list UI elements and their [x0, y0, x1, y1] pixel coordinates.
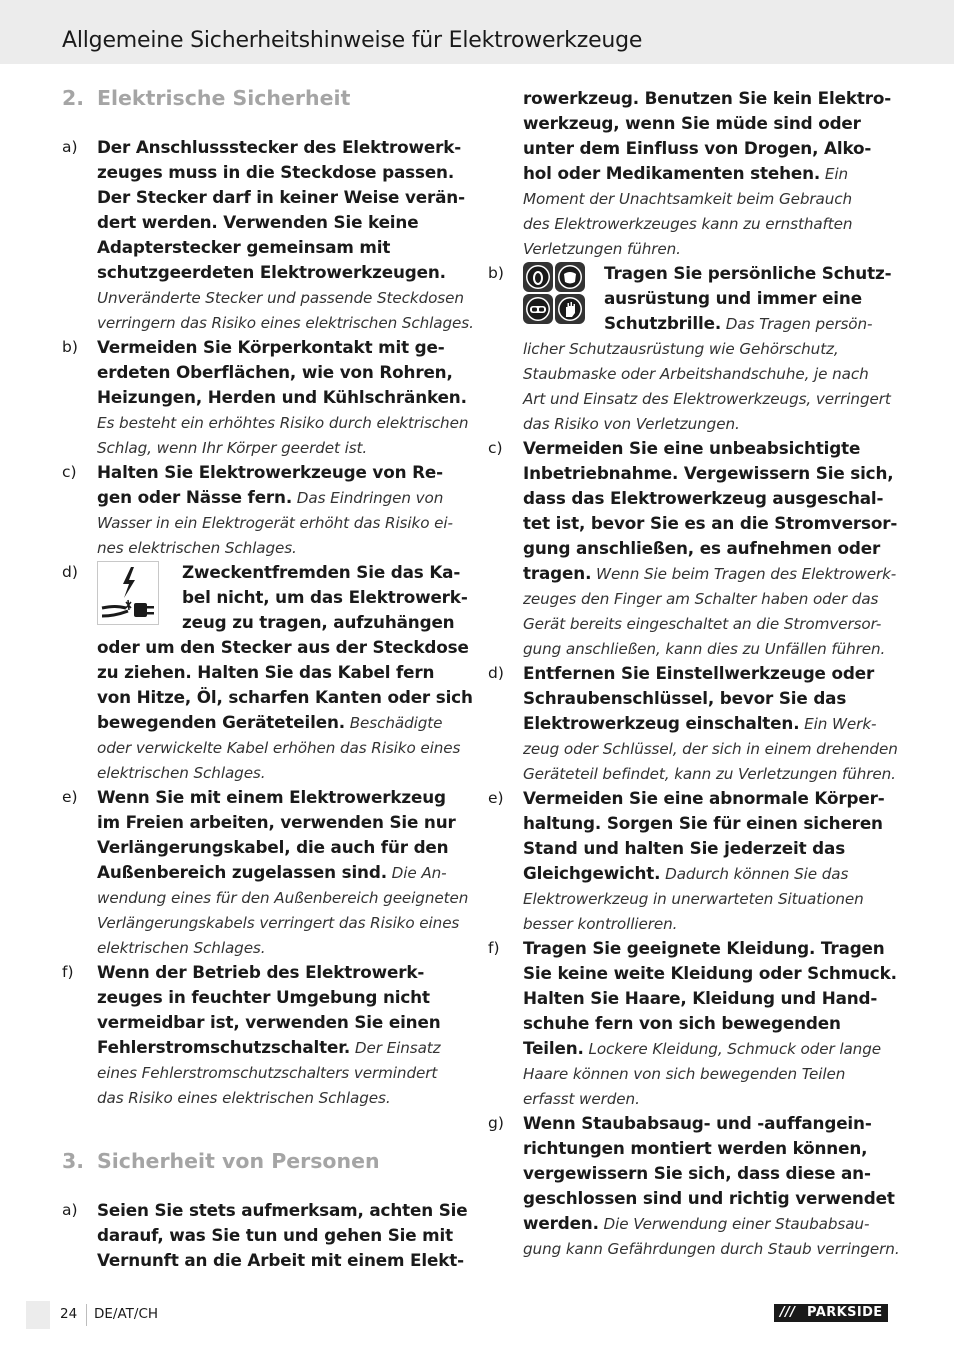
italic-explanation-text: Art und Einsatz des Elektrowerkzeugs, verringert [523, 390, 891, 408]
text-line [97, 735, 463, 760]
text-line [523, 236, 889, 261]
text-line [523, 411, 889, 436]
bold-instruction-text: gen oder Nässe fern. [97, 487, 293, 507]
italic-explanation-text: wendung eines für den Außenbereich geeigneten [97, 889, 469, 907]
text-line [97, 1223, 463, 1248]
text-line [97, 810, 463, 835]
text-line [523, 1211, 889, 1236]
text-line [523, 386, 889, 411]
logo-text: PARKSIDE [807, 1305, 883, 1320]
text-line [97, 435, 463, 460]
list-item-letter: b) [62, 338, 78, 356]
pictogram-block [523, 261, 892, 336]
text-line [97, 460, 462, 485]
text-line [97, 910, 463, 935]
text-line [97, 385, 467, 410]
text-line [97, 1060, 462, 1085]
bold-instruction-text: vergewissern Sie sich, dass diese an- [523, 1163, 871, 1183]
bold-instruction-text: bewegenden Geräteteilen. [97, 712, 345, 732]
italic-explanation-text: Ein Werk- [799, 715, 877, 733]
text-line [97, 410, 469, 435]
text-line [523, 1111, 889, 1136]
italic-explanation-text: oder verwickelte Kabel erhöhen das Risiko eines [97, 739, 461, 757]
cable-electric-shock-icon [97, 561, 159, 625]
bold-instruction-text: Heizungen, Herden und Kühlschränken. [97, 387, 467, 407]
bold-instruction-text: oder um den Stecker aus der Steckdose [97, 637, 469, 657]
text-line [523, 936, 889, 961]
italic-explanation-text: erfasst werden. [523, 1090, 640, 1108]
footer-marker [26, 1301, 50, 1329]
italic-explanation-text: Haare können von sich bewegenden Teilen [523, 1065, 846, 1083]
list-item-body [523, 661, 898, 786]
italic-explanation-text: Elektrowerkzeug in unerwarteten Situationen [523, 890, 864, 908]
list-item-letter: d) [488, 664, 504, 682]
list-item-letter: f) [488, 939, 500, 957]
list-item-body [97, 785, 469, 960]
text-line [97, 260, 463, 285]
list-item-letter: d) [62, 563, 78, 581]
bold-instruction-text: Elektrowerkzeug einschalten. [523, 713, 800, 733]
italic-explanation-text: Beschädigte [344, 714, 443, 732]
italic-explanation-text: das Risiko eines elektrischen Schlages. [97, 1089, 391, 1107]
bold-instruction-text: dert werden. Verwenden Sie keine [97, 212, 419, 232]
list-item [62, 460, 462, 560]
italic-explanation-text: Ein [820, 165, 849, 183]
list-item-body [523, 261, 892, 436]
text-line [523, 1186, 895, 1211]
bold-instruction-text: Schraubenschlüssel, bevor Sie das [523, 688, 847, 708]
italic-explanation-text: Moment der Unachtsamkeit beim Gebrauch [523, 190, 853, 208]
italic-explanation-text: Geräteteil befindet, kann zu Verletzungen führen. [523, 765, 896, 783]
bold-instruction-text: unter dem Einfluss von Drogen, Alko- [523, 138, 872, 158]
bold-instruction-text: Tragen Sie persönliche Schutz- [604, 263, 892, 283]
text-line [97, 1035, 462, 1060]
text-line [523, 1011, 889, 1036]
text-line [523, 811, 888, 836]
bold-instruction-text: geschlossen sind und richtig verwendet [523, 1188, 895, 1208]
bold-instruction-text: darauf, was Sie tun und gehen Sie mit [97, 1225, 453, 1245]
italic-explanation-text: licher Schutzausrüstung wie Gehörschutz, [523, 340, 839, 358]
text-line [523, 736, 898, 761]
text-line [97, 1085, 462, 1110]
ear-protection-icon [523, 262, 553, 292]
text-line [523, 511, 898, 536]
bold-instruction-text: Der Anschlussstecker des Elektrowerk- [97, 137, 462, 157]
text-line [182, 560, 468, 585]
bold-instruction-text: Wenn Sie mit einem Elektrowerkzeug [97, 787, 446, 807]
text-line [604, 261, 891, 286]
list-item-letter: a) [62, 138, 78, 156]
list-item [62, 785, 469, 960]
list-item-body [97, 1198, 468, 1273]
text-line [182, 610, 468, 635]
italic-explanation-text: Gerät bereits eingeschaltet an die Stromversor- [523, 615, 882, 633]
text-line [523, 986, 889, 1011]
text-line [97, 485, 462, 510]
text-line [523, 886, 888, 911]
bold-instruction-text: schutzgeerdeten Elektrowerkzeugen. [97, 262, 446, 282]
bold-instruction-text: Halten Sie Haare, Kleidung und Hand- [523, 988, 878, 1008]
text-line [97, 785, 463, 810]
text-line [97, 335, 463, 360]
pictogram-text [182, 560, 468, 635]
list-item [62, 1198, 468, 1273]
text-line [97, 310, 474, 335]
text-line [97, 210, 463, 235]
list-item-body [523, 436, 898, 661]
italic-explanation-text: Der Einsatz [350, 1039, 441, 1057]
italic-explanation-text: Unveränderte Stecker und passende Steckdosen [97, 289, 464, 307]
list-item-letter: b) [488, 264, 504, 282]
italic-explanation-text: Verletzungen führen. [523, 240, 681, 258]
right-column-items [488, 261, 900, 1261]
pictogram-block [97, 560, 468, 635]
text-line [97, 185, 463, 210]
bold-instruction-text: ausrüstung und immer eine [604, 288, 862, 308]
left-column [62, 80, 474, 1273]
bold-instruction-text: Stand und halten Sie jederzeit das [523, 838, 846, 858]
text-line [523, 486, 889, 511]
bold-instruction-text: tragen. [523, 563, 592, 583]
list-item-body [97, 460, 462, 560]
bold-instruction-text: Der Stecker darf in keiner Weise verän- [97, 187, 465, 207]
bold-instruction-text: Vermeiden Sie eine abnormale Körper- [523, 788, 885, 808]
parkside-logo [774, 1304, 888, 1322]
text-line [523, 561, 897, 586]
italic-explanation-text: zeug oder Schlüssel, der sich in einem drehenden [523, 740, 898, 758]
italic-explanation-text: Schlag, wenn Ihr Körper geerdet ist. [97, 439, 368, 457]
list-item [62, 960, 462, 1110]
bold-instruction-text: Tragen Sie geeignete Kleidung. Tragen [523, 938, 885, 958]
page-number: 24 [60, 1306, 78, 1322]
italic-explanation-text: Lockere Kleidung, Schmuck oder lange [583, 1040, 881, 1058]
list-item [488, 1111, 900, 1261]
section-3-items [62, 1198, 468, 1273]
bold-instruction-text: Zweckentfremden Sie das Ka- [182, 562, 461, 582]
text-line [523, 836, 888, 861]
list-item-letter: e) [488, 789, 504, 807]
bold-instruction-text: dass das Elektrowerkzeug ausgeschal- [523, 488, 884, 508]
ppe-icons [523, 262, 585, 324]
list-item-letter: c) [62, 463, 77, 481]
bold-instruction-text: Schutzbrille. [604, 313, 722, 333]
bold-instruction-text: werkzeug, wenn Sie müde sind oder [523, 113, 861, 133]
bold-instruction-text: Seien Sie stets aufmerksam, achten Sie [97, 1200, 468, 1220]
text-line [182, 585, 468, 610]
bold-instruction-text: Adapterstecker gemeinsam mit [97, 237, 391, 257]
bold-instruction-text: im Freien arbeiten, verwenden Sie nur [97, 812, 456, 832]
text-line [523, 861, 888, 886]
italic-explanation-text: Wasser in ein Elektrogerät erhöht das Risiko ei- [97, 514, 453, 532]
text-line [97, 1248, 463, 1273]
text-line [97, 1198, 468, 1223]
page-title: Allgemeine Sicherheitshinweise für Elektrowerkzeuge [62, 28, 643, 53]
italic-explanation-text: des Elektrowerkzeuges kann zu ernsthaften [523, 215, 853, 233]
safety-goggles-icon [523, 294, 553, 324]
text-line [523, 461, 894, 486]
text-line [604, 286, 891, 311]
continued-item-body [523, 86, 892, 261]
bold-instruction-text: Halten Sie Elektrowerkzeuge von Re- [97, 462, 443, 482]
section-2-title: Elektrische Sicherheit [97, 86, 351, 110]
text-line [523, 1136, 889, 1161]
section-2-number: 2. [62, 86, 85, 110]
text-line [97, 985, 462, 1010]
bold-instruction-text: Teilen. [523, 1038, 584, 1058]
bold-instruction-text: Wenn Staubabsaug- und -auffangein- [523, 1113, 872, 1133]
italic-explanation-text: verringern das Risiko eines elektrischen Schlages. [97, 314, 474, 332]
text-line [523, 1086, 889, 1111]
text-line [523, 586, 889, 611]
text-line [97, 760, 463, 785]
bold-instruction-text: gung anschließen, es aufnehmen oder [523, 538, 881, 558]
text-line [523, 1236, 900, 1261]
list-item-body [97, 560, 473, 785]
list-item-body [97, 135, 474, 335]
italic-explanation-text: das Risiko von Verletzungen. [523, 415, 740, 433]
list-item-body [523, 786, 888, 936]
text-line [97, 685, 473, 710]
italic-explanation-text: Verlängerungskabels verringert das Risiko eines [97, 914, 460, 932]
dust-mask-icon [555, 262, 585, 292]
language-code: DE/AT/CH [94, 1306, 159, 1322]
list-item [488, 786, 888, 936]
text-line [97, 660, 463, 685]
footer-divider [86, 1304, 87, 1326]
italic-explanation-text: besser kontrollieren. [523, 915, 678, 933]
section-3-number: 3. [62, 1149, 85, 1173]
text-line [523, 536, 889, 561]
list-item [488, 661, 898, 786]
bold-instruction-text: Gleichgewicht. [523, 863, 661, 883]
text-line [97, 860, 463, 885]
italic-explanation-text: elektrischen Schlages. [97, 939, 266, 957]
list-item-letter: f) [62, 963, 74, 981]
list-item-body [97, 335, 469, 460]
list-item-body [523, 1111, 900, 1261]
text-line [97, 235, 463, 260]
list-item [62, 560, 473, 785]
section-3-title: Sicherheit von Personen [97, 1149, 380, 1173]
bold-instruction-text: tet ist, bevor Sie es an die Stromversor- [523, 513, 898, 533]
bold-instruction-text: bel nicht, um das Elektrowerk- [182, 587, 468, 607]
bold-instruction-text: erdeten Oberflächen, wie von Rohren, [97, 362, 453, 382]
text-line [523, 86, 892, 111]
list-item-body [97, 960, 462, 1110]
bold-instruction-text: zu ziehen. Halten Sie das Kabel fern [97, 662, 435, 682]
italic-explanation-text: Das Tragen persön- [721, 315, 873, 333]
text-line [97, 935, 463, 960]
bold-instruction-text: zeuges muss in die Steckdose passen. [97, 162, 455, 182]
bold-instruction-text: Außenbereich zugelassen sind. [97, 862, 387, 882]
list-item-body [523, 936, 897, 1111]
italic-explanation-text: Wenn Sie beim Tragen des Elektrowerk- [591, 565, 897, 583]
text-line [523, 661, 889, 686]
text-line [523, 361, 889, 386]
list-item [62, 135, 474, 335]
page-header [0, 0, 954, 64]
italic-explanation-text: Die An- [386, 864, 447, 882]
list-item [488, 936, 897, 1111]
text-line [97, 710, 463, 735]
list-item-letter: e) [62, 788, 78, 806]
text-line [523, 136, 889, 161]
italic-explanation-text: eines Fehlerstromschutzschalters vermindert [97, 1064, 438, 1082]
bold-instruction-text: schuhe fern von sich bewegenden [523, 1013, 841, 1033]
text-line [523, 436, 889, 461]
list-item-letter: g) [488, 1114, 504, 1132]
section-3-heading [62, 1143, 462, 1179]
bold-instruction-text: Wenn der Betrieb des Elektrowerk- [97, 962, 425, 982]
text-line [523, 961, 897, 986]
text-line [97, 635, 469, 660]
bold-instruction-text: rowerkzeug. Benutzen Sie kein Elektro- [523, 88, 892, 108]
bold-instruction-text: zeuges in feuchter Umgebung nicht [97, 987, 430, 1007]
bold-instruction-text: Vermeiden Sie eine unbeabsichtigte [523, 438, 861, 458]
text-line [523, 1036, 889, 1061]
right-column [488, 86, 900, 1261]
italic-explanation-text: nes elektrischen Schlages. [97, 539, 297, 557]
italic-explanation-text: Es besteht ein erhöhtes Risiko durch elektrischen [97, 414, 469, 432]
bold-instruction-text: vermeidbar ist, verwenden Sie einen [97, 1012, 441, 1032]
section-2-heading [62, 80, 462, 116]
text-line [523, 186, 889, 211]
text-line [97, 285, 463, 310]
text-line [604, 311, 891, 336]
continued-item [488, 86, 892, 261]
bold-instruction-text: zeug zu tragen, aufzuhängen [182, 612, 455, 632]
text-line [97, 1010, 462, 1035]
list-item [62, 335, 469, 460]
list-item-letter: c) [488, 439, 503, 457]
pictogram-text [604, 261, 891, 336]
section-2-items [62, 135, 474, 1110]
text-line [97, 960, 462, 985]
list-item [488, 436, 898, 661]
text-line [523, 211, 889, 236]
text-line [523, 336, 889, 361]
bold-instruction-text: von Hitze, Öl, scharfen Kanten oder sich [97, 687, 473, 707]
text-line [97, 535, 462, 560]
text-line [97, 135, 463, 160]
text-line [523, 786, 888, 811]
text-line [523, 686, 889, 711]
list-item [488, 261, 892, 436]
text-line [523, 1161, 889, 1186]
text-line [523, 611, 889, 636]
bold-instruction-text: Fehlerstromschutzschalter. [97, 1037, 351, 1057]
text-line [523, 161, 889, 186]
italic-explanation-text: gung kann Gefährdungen durch Staub verringern. [523, 1240, 900, 1258]
bold-instruction-text: Sie keine weite Kleidung oder Schmuck. [523, 963, 897, 983]
bold-instruction-text: werden. [523, 1213, 599, 1233]
bold-instruction-text: Inbetriebnahme. Vergewissern Sie sich, [523, 463, 894, 483]
logo-slashes: /// [780, 1305, 796, 1320]
bold-instruction-text: haltung. Sorgen Sie für einen sicheren [523, 813, 883, 833]
italic-explanation-text: zeuges den Finger am Schalter haben oder das [523, 590, 879, 608]
text-line [523, 636, 889, 661]
bold-instruction-text: Vermeiden Sie Körperkontakt mit ge- [97, 337, 445, 357]
bold-instruction-text: Entfernen Sie Einstellwerkzeuge oder [523, 663, 875, 683]
italic-explanation-text: gung anschließen, kann dies zu Unfällen führen. [523, 640, 886, 658]
text-line [97, 835, 463, 860]
text-line [523, 1061, 889, 1086]
text-line [97, 360, 463, 385]
text-line [97, 885, 469, 910]
text-line [523, 761, 896, 786]
italic-explanation-text: Die Verwendung einer Staubabsau- [598, 1215, 870, 1233]
text-line [97, 510, 462, 535]
bold-instruction-text: hol oder Medikamenten stehen. [523, 163, 821, 183]
list-item-letter: a) [62, 1201, 78, 1219]
italic-explanation-text: Staubmaske oder Arbeitshandschuhe, je nach [523, 365, 869, 383]
italic-explanation-text: Das Eindringen von [292, 489, 444, 507]
bold-instruction-text: Vernunft an die Arbeit mit einem Elekt- [97, 1250, 464, 1270]
text-line [97, 160, 463, 185]
text-line [523, 111, 889, 136]
bold-instruction-text: richtungen montiert werden können, [523, 1138, 868, 1158]
italic-explanation-text: Dadurch können Sie das [660, 865, 849, 883]
italic-explanation-text: elektrischen Schlages. [97, 764, 266, 782]
bold-instruction-text: Verlängerungskabel, die auch für den [97, 837, 449, 857]
text-line [523, 711, 889, 736]
gloves-icon [555, 294, 585, 324]
text-line [523, 911, 888, 936]
